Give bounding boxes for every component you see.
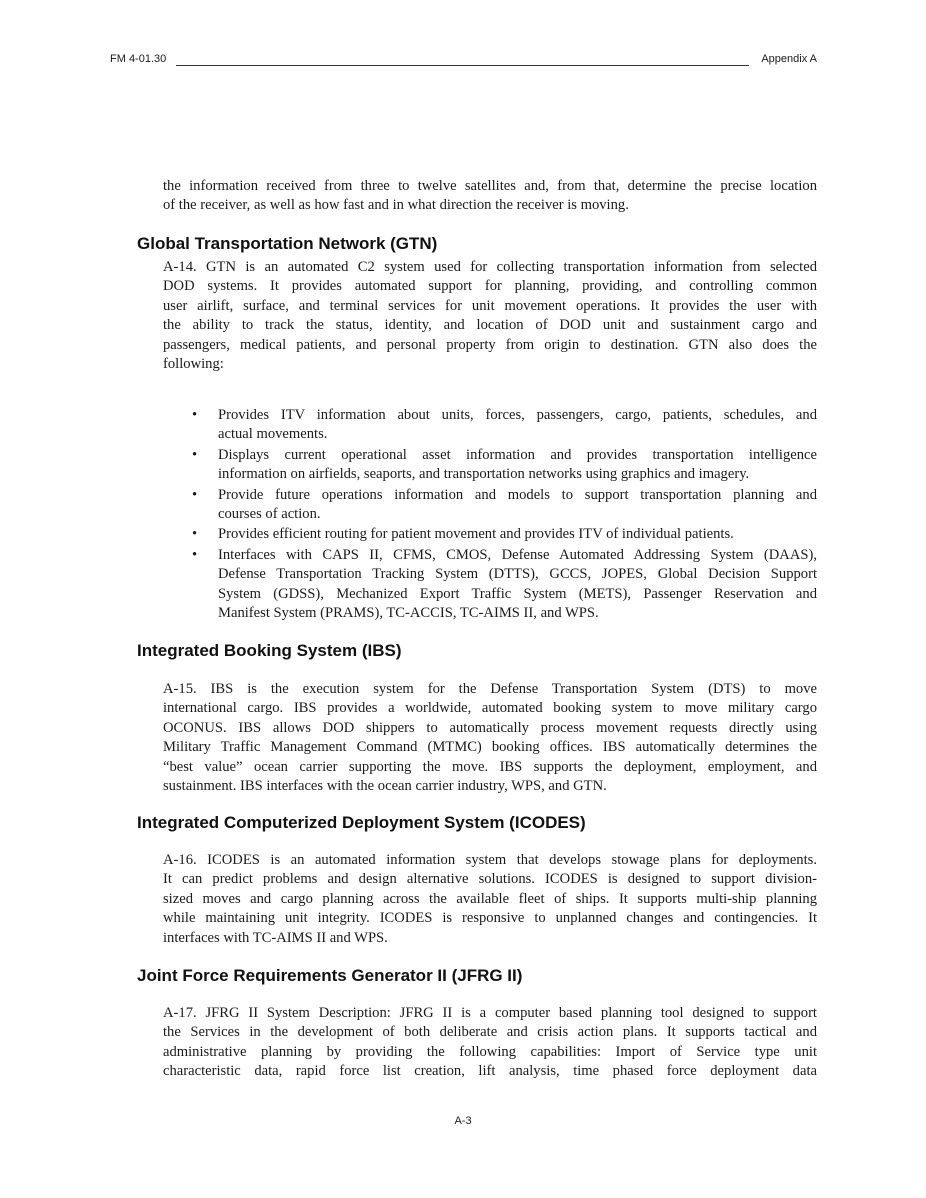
paragraph-a14 xyxy=(163,258,817,374)
text-line: Manifest System (PRAMS), TC-ACCIS, TC-AIMS II, and WPS. xyxy=(218,604,599,621)
text-line: It can predict problems and design alternative solutions. ICODES is designed to support division- xyxy=(163,871,817,888)
text-line: “best value” ocean carrier supporting the move. IBS supports the deployment, employment, and xyxy=(163,758,817,775)
text-line: user airlift, surface, and terminal services for unit movement operations. It provides the user with xyxy=(163,297,817,314)
paragraph-a16 xyxy=(163,851,817,948)
text-line: international cargo. IBS provides a worldwide, automated booking system to move military cargo xyxy=(163,700,817,717)
text-line: A-14. GTN is an automated C2 system used for collecting transportation information from selected xyxy=(163,259,817,275)
text-line: characteristic data, rapid force list creation, lift analysis, time phased force deployment data xyxy=(163,1063,817,1080)
bullet-icon: • xyxy=(192,486,198,503)
text-line: courses of action. xyxy=(218,505,321,522)
heading-gtn: Global Transportation Network (GTN) xyxy=(137,234,438,253)
text-line: Provide future operations information and models to support transportation planning and xyxy=(218,486,817,503)
text-line: Provides ITV information about units, forces, passengers, cargo, patients, schedules, and xyxy=(218,407,817,423)
heading-jfrg: Joint Force Requirements Generator II (JFRG II) xyxy=(137,966,523,985)
text-line: Defense Transportation Tracking System (DTTS), GCCS, JOPES, Global Decision Support xyxy=(218,566,817,583)
text-line: administrative planning by providing the following capabilities: Import of Service type unit xyxy=(163,1043,817,1060)
header-appendix: Appendix A xyxy=(761,53,817,65)
text-line: the information received from three to twelve satellites and, from that, determine the precise location xyxy=(163,178,817,194)
text-line: A-15. IBS is the execution system for the Defense Transportation System (DTS) to move xyxy=(163,681,817,697)
text-line: A-17. JFRG II System Description: JFRG II is a computer based planning tool designed to support xyxy=(163,1005,817,1021)
header-rule xyxy=(176,65,749,66)
text-line: sustainment. IBS interfaces with the ocean carrier industry, WPS, and GTN. xyxy=(163,777,607,794)
text-line: actual movements. xyxy=(218,426,328,443)
text-line: information on airfields, seaports, and transportation networks using graphics and imagery. xyxy=(218,466,750,483)
bullet-item xyxy=(192,406,817,445)
bullet-icon: • xyxy=(192,407,198,423)
gtn-bullet-list xyxy=(192,406,817,623)
text-line: A-16. ICODES is an automated information system that develops stowage plans for deployments. xyxy=(163,852,817,868)
text-line: passengers, medical patients, and personal property from origin to destination. GTN also does the xyxy=(163,336,817,353)
paragraph-a15 xyxy=(163,680,817,796)
heading-ibs: Integrated Booking System (IBS) xyxy=(137,641,402,660)
page-number: A-3 xyxy=(454,1115,472,1127)
text-line: sized moves and cargo planning across the available fleet of ships. It supports multi-ship planning xyxy=(163,890,817,907)
text-line: Displays current operational asset information and provides transportation intelligence xyxy=(218,446,817,463)
text-line: OCONUS. IBS allows DOD shippers to automatically process movement requests directly using xyxy=(163,719,817,736)
text-line: while maintaining unit integrity. ICODES is responsive to unplanned changes and contingencies. It xyxy=(163,910,817,927)
intro-paragraph xyxy=(163,177,817,216)
text-line: following: xyxy=(163,355,224,372)
paragraph-a17 xyxy=(163,1004,817,1082)
text-line: the ability to track the status, identity, and location of DOD unit and sustainment cargo and xyxy=(163,317,817,334)
bullet-item xyxy=(192,446,817,485)
bullet-item xyxy=(192,525,817,544)
running-header xyxy=(110,53,817,67)
bullet-item xyxy=(192,546,817,624)
bullet-icon: • xyxy=(192,526,198,543)
text-line: Interfaces with CAPS II, CFMS, CMOS, Defense Automated Addressing System (DAAS), xyxy=(218,546,817,563)
text-line: Provides efficient routing for patient movement and provides ITV of individual patients. xyxy=(218,526,734,543)
bullet-item xyxy=(192,486,817,525)
text-line: DOD systems. It provides automated support for planning, providing, and controlling common xyxy=(163,278,817,295)
text-line: of the receiver, as well as how fast and in what direction the receiver is moving. xyxy=(163,197,629,214)
text-line: Military Traffic Management Command (MTMC) booking offices. IBS automatically determines the xyxy=(163,739,817,756)
header-manual-number: FM 4-01.30 xyxy=(110,53,167,65)
text-line: System (GDSS), Mechanized Export Traffic System (METS), Passenger Reservation and xyxy=(218,585,817,602)
bullet-icon: • xyxy=(192,446,198,463)
bullet-icon: • xyxy=(192,546,198,563)
text-line: interfaces with TC-AIMS II and WPS. xyxy=(163,929,388,946)
text-line: the Services in the development of both deliberate and crisis action plans. It supports tactical and xyxy=(163,1024,817,1041)
heading-icodes: Integrated Computerized Deployment System (ICODES) xyxy=(137,813,586,832)
